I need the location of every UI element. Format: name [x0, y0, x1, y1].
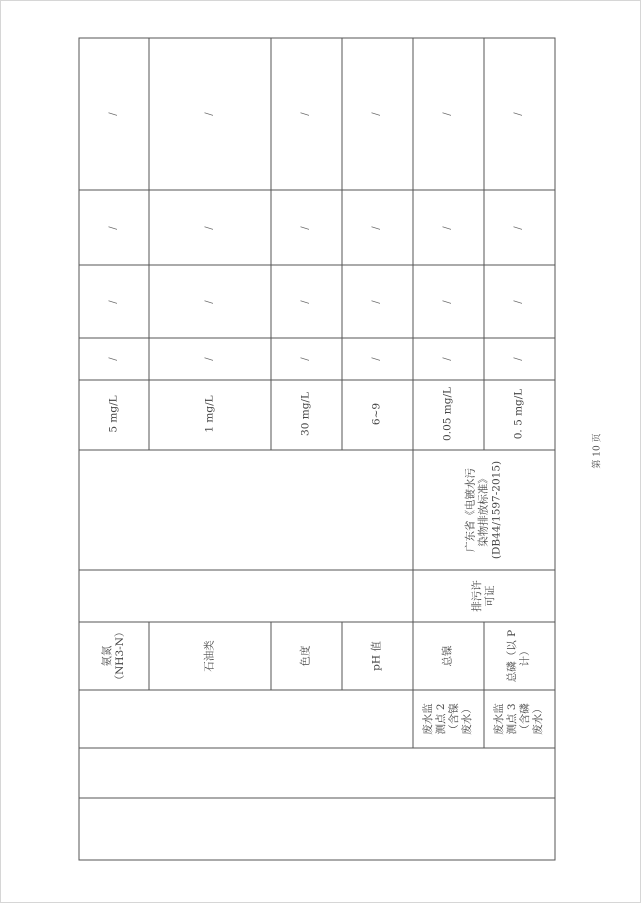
cell-slash: / [203, 357, 215, 361]
cell-slash: / [370, 357, 382, 361]
pollutant-phosphorus-name: 总磷（以 P [505, 629, 518, 683]
cell-slash: / [107, 112, 119, 116]
cell-slash: / [107, 357, 119, 361]
cell-slash: / [299, 112, 311, 116]
cell-slash: / [299, 226, 311, 230]
pollutant-nickel: 总镍 [441, 645, 454, 667]
basis-text [471, 580, 497, 612]
cell-slash: / [203, 112, 215, 116]
cell-slash: / [512, 300, 524, 304]
monitoring-point-3-line-2: 测点 3 [505, 703, 518, 735]
cell-slash: / [203, 226, 215, 230]
pollutant-ammonia-formula: （NH3-N） [114, 626, 126, 686]
cell-slash: / [370, 300, 382, 304]
monitoring-point-3-line-3: （含磷 [519, 703, 531, 735]
standard-line-3: (DB44/1597-2015) [490, 460, 503, 560]
cell-slash: / [512, 112, 524, 116]
basis-line-2: 可证 [484, 585, 496, 607]
standard-line-2: 染物排放标准》 [477, 473, 490, 547]
limit-oil: 1 mg/L [203, 395, 216, 433]
pollutant-phosphorus [506, 630, 532, 682]
monitoring-point-2-line-2: 测点 2 [434, 703, 447, 735]
cell-slash: / [370, 112, 382, 116]
monitoring-point-3 [493, 703, 546, 735]
limit-ph: 6~9 [370, 402, 383, 426]
cell-slash: / [299, 300, 311, 304]
standard-text [464, 461, 503, 559]
limit-phosphorus: 0. 5 mg/L [512, 388, 525, 440]
pollutant-color: 色度 [299, 645, 312, 667]
standard-line-1: 广东省《电镀水污 [464, 468, 477, 552]
pollutant-ph: pH 值 [370, 641, 383, 671]
monitoring-point-3-line-1: 废水监 [492, 703, 505, 735]
limit-nickel: 0.05 mg/L [441, 387, 454, 441]
cell-slash: / [512, 357, 524, 361]
monitoring-point-2-line-1: 废水监 [421, 703, 434, 735]
cell-slash: / [441, 112, 453, 116]
monitoring-point-2-line-4: 废水） [461, 703, 474, 735]
basis-line-1: 排污许 [470, 580, 483, 612]
cell-slash: / [107, 300, 119, 304]
limit-ammonia: 5 mg/L [107, 395, 120, 433]
cell-slash: / [107, 226, 119, 230]
cell-slash: / [299, 357, 311, 361]
monitoring-point-2 [422, 703, 475, 735]
pollutant-ammonia-name: 氨氮 [100, 645, 113, 667]
cell-slash: / [441, 357, 453, 361]
page-number: 第 10 页 [592, 433, 603, 469]
cell-slash: / [512, 226, 524, 230]
cell-slash: / [441, 300, 453, 304]
pollutant-oil: 石油类 [203, 640, 216, 672]
pollutant-ammonia [101, 627, 127, 686]
limit-color: 30 mg/L [299, 392, 312, 436]
cell-slash: / [203, 300, 215, 304]
monitoring-point-3-line-4: 废水） [532, 703, 545, 735]
cell-slash: / [370, 226, 382, 230]
cell-slash: / [441, 226, 453, 230]
pollutant-phosphorus-unit: 计） [519, 645, 531, 667]
monitoring-point-2-line-3: （含镍 [448, 703, 460, 735]
